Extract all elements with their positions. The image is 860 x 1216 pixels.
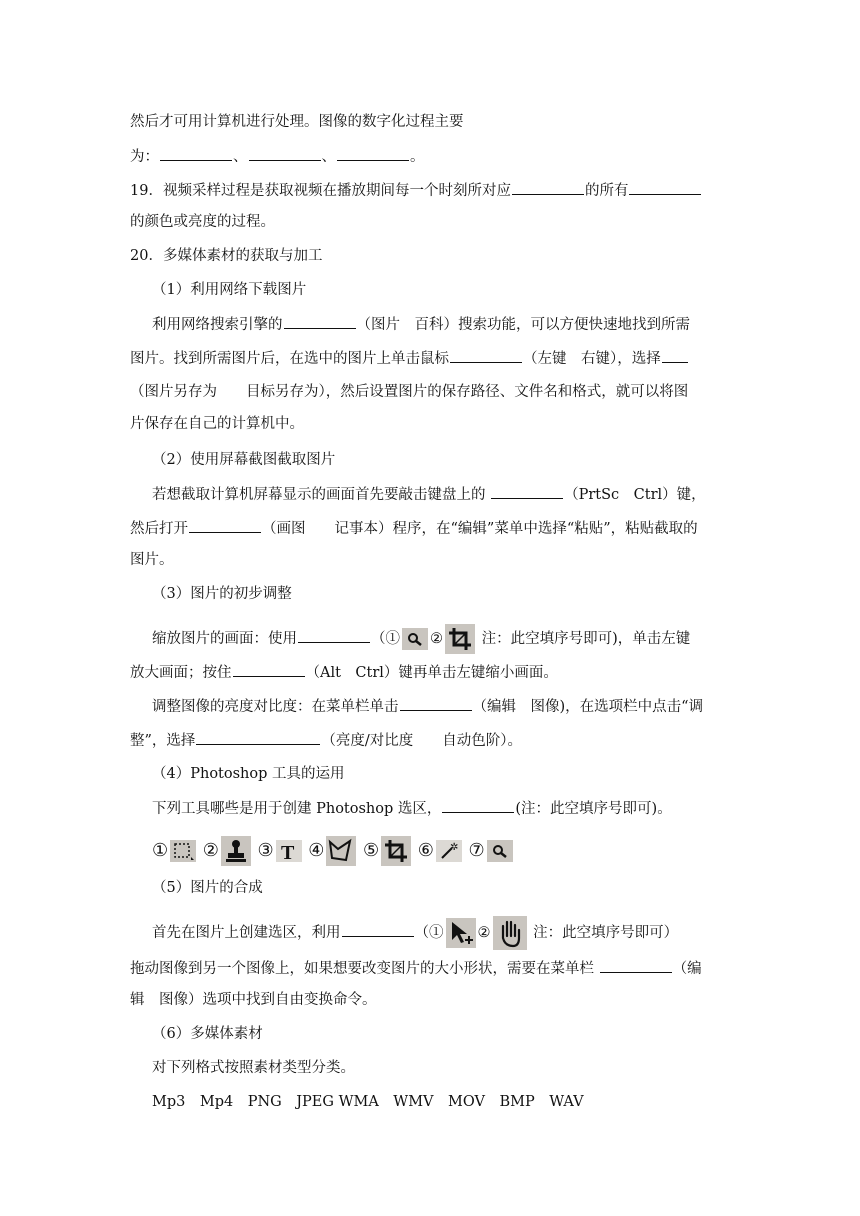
text: （3）图片的初步调整 xyxy=(152,586,292,602)
text: 辑 图像）选项中找到自由变换命令。 xyxy=(130,992,377,1008)
hand-tool-icon xyxy=(493,916,527,950)
zoom-tool-icon xyxy=(487,840,513,862)
text: ② xyxy=(477,925,491,941)
crop-tool-icon xyxy=(381,836,411,866)
text: 图片。 xyxy=(130,552,174,568)
text: （1）利用网络下载图片 xyxy=(152,282,307,298)
text: 整”，选择 xyxy=(130,733,196,749)
section-3-title xyxy=(152,584,292,604)
answer-blank[interactable] xyxy=(491,484,563,499)
paragraph-line xyxy=(130,958,702,979)
paragraph-line xyxy=(152,1058,355,1078)
text: 、 xyxy=(233,149,248,165)
text: 对下列格式按照素材类型分类。 xyxy=(152,1060,355,1076)
text: （6）多媒体素材 xyxy=(152,1026,263,1042)
format-list xyxy=(152,1092,584,1112)
question-20-title xyxy=(130,246,322,266)
text: 调整图像的亮度对比度：在菜单栏单击 xyxy=(152,699,399,715)
section-4-title xyxy=(152,764,345,784)
svg-text:T: T xyxy=(280,842,294,862)
text: 图片。找到所需图片后，在选中的图片上单击鼠标 xyxy=(130,351,449,367)
zoom-tool-icon xyxy=(402,628,428,650)
text: 注：此空填序号即可） xyxy=(533,925,679,941)
text: （Alt Ctrl）键再单击左键缩小画面。 xyxy=(305,665,558,681)
text: 、 xyxy=(321,149,336,165)
number-label: ① xyxy=(152,840,169,861)
answer-blank[interactable] xyxy=(662,348,688,363)
answer-blank[interactable] xyxy=(337,146,409,161)
text: （① xyxy=(371,631,400,647)
text: （① xyxy=(414,925,444,941)
text: （图片另存为 目标另存为），然后设置图片的保存路径、文件名和格式，就可以将图 xyxy=(130,384,689,400)
answer-blank[interactable] xyxy=(400,696,472,711)
number-label: ⑥ xyxy=(417,840,434,861)
text: （2）使用屏幕截图截取图片 xyxy=(152,452,336,468)
paragraph-line xyxy=(152,696,703,717)
answer-blank[interactable] xyxy=(342,922,414,937)
section-5-title xyxy=(152,878,263,898)
text: （亮度/对比度 自动色阶）。 xyxy=(321,733,523,749)
text: （编辑 图像)，在选项栏中点击“调 xyxy=(472,699,704,715)
number-label: ⑤ xyxy=(363,840,380,861)
text: 然后才可用计算机进行处理。图像的数字化过程主要 xyxy=(130,114,464,130)
paragraph-line xyxy=(130,550,174,570)
text: 首先在图片上创建选区，利用 xyxy=(152,925,341,941)
answer-blank[interactable] xyxy=(160,146,232,161)
text: 的所有 xyxy=(584,183,629,199)
paragraph-line xyxy=(152,314,690,335)
answer-blank[interactable] xyxy=(249,146,321,161)
paragraph-line xyxy=(152,624,690,654)
answer-blank[interactable] xyxy=(512,180,584,195)
lasso-tool-icon xyxy=(326,836,356,866)
text: 利用网络搜索引擎的 xyxy=(152,317,283,333)
paragraph-line xyxy=(130,382,688,402)
answer-blank[interactable] xyxy=(284,314,356,329)
move-tool-icon xyxy=(446,918,476,948)
question-19-line1 xyxy=(130,180,730,201)
paragraph-line xyxy=(130,518,698,539)
section-1-title xyxy=(152,280,306,300)
text: （画图 记事本）程序，在“编辑”菜单中选择“粘贴”，粘贴截取的 xyxy=(262,521,698,537)
answer-blank[interactable] xyxy=(629,180,701,195)
text: 的颜色或亮度的过程。 xyxy=(130,214,275,230)
question-19-line2 xyxy=(130,212,275,232)
section-2-title xyxy=(152,450,335,470)
text: 19．视频采样过程是获取视频在播放期间每一个时刻所对应 xyxy=(130,183,511,199)
answer-blank[interactable] xyxy=(298,628,370,643)
text: 片保存在自己的计算机中。 xyxy=(130,416,304,432)
text: 然后打开 xyxy=(130,521,188,537)
text: （图片 百科）搜索功能，可以方便快速地找到所需 xyxy=(356,317,690,333)
text: （4）Photoshop 工具的运用 xyxy=(152,766,345,782)
text: (注：此空填序号即可)。 xyxy=(515,801,672,817)
paragraph-line xyxy=(130,730,522,751)
paragraph-line xyxy=(130,146,425,167)
paragraph-line xyxy=(130,414,304,434)
answer-blank[interactable] xyxy=(233,662,305,677)
text: 为： xyxy=(130,149,159,165)
text: （PrtSc Ctrl）键， xyxy=(564,487,706,503)
answer-blank[interactable] xyxy=(189,518,261,533)
crop-tool-icon xyxy=(445,624,475,654)
text: 下列工具哪些是用于创建 Photoshop 选区， xyxy=(152,801,442,817)
answer-blank[interactable] xyxy=(450,348,522,363)
paragraph-line xyxy=(152,798,672,819)
section-6-title xyxy=(152,1024,263,1044)
answer-blank[interactable] xyxy=(600,958,672,973)
text: 20．多媒体素材的获取与加工 xyxy=(130,248,323,264)
text: 缩放图片的画面：使用 xyxy=(152,631,297,647)
stamp-tool-icon xyxy=(221,836,251,866)
paragraph-line xyxy=(130,662,558,683)
paragraph-line xyxy=(152,484,706,505)
text-tool-icon xyxy=(276,840,302,862)
tool-icon-row xyxy=(152,836,515,866)
marquee-tool-icon xyxy=(170,840,196,862)
text: 拖动图像到另一个图像上，如果想要改变图片的大小形状，需要在菜单栏 xyxy=(130,961,594,977)
answer-blank[interactable] xyxy=(442,798,514,813)
text: 。 xyxy=(410,149,425,165)
svg-text:✲: ✲ xyxy=(449,842,459,853)
text: Mp3 Mp4 PNG JPEG WMA WMV MOV BMP WAV xyxy=(152,1094,584,1110)
text: （编 xyxy=(672,961,702,977)
answer-blank[interactable] xyxy=(196,730,320,745)
text: （5）图片的合成 xyxy=(152,880,263,896)
text: ② xyxy=(430,631,443,647)
text: 注：此空填序号即可)，单击左键 xyxy=(481,631,691,647)
number-label: ⑦ xyxy=(468,840,485,861)
number-label: ③ xyxy=(257,840,274,861)
number-label: ② xyxy=(202,840,219,861)
paragraph-line xyxy=(130,112,464,132)
magic-wand-icon xyxy=(436,840,462,862)
paragraph-line xyxy=(130,990,377,1010)
paragraph-line xyxy=(152,916,678,950)
text: 放大画面；按住 xyxy=(130,665,232,681)
text: 若想截取计算机屏幕显示的画面首先要敲击键盘上的 xyxy=(152,487,486,503)
paragraph-line xyxy=(130,348,689,369)
number-label: ④ xyxy=(308,840,325,861)
text: （左键 右键），选择 xyxy=(523,351,661,367)
